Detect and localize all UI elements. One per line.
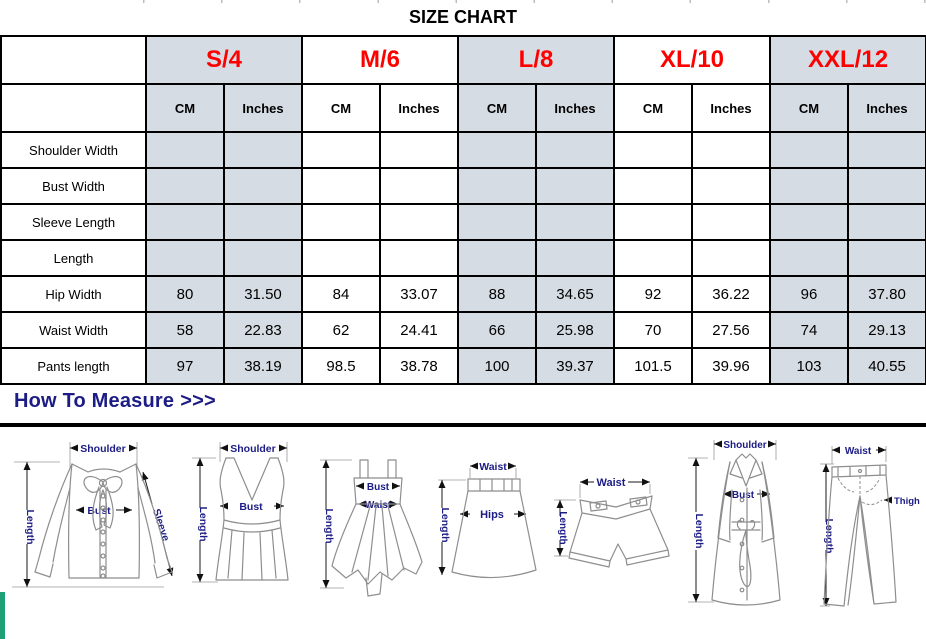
table-cell: 88 (458, 276, 536, 312)
table-cell (770, 168, 848, 204)
table-cell (224, 240, 302, 276)
tank-bust-label: Bust (239, 501, 263, 513)
divider-rule (0, 423, 926, 427)
table-cell: 80 (146, 276, 224, 312)
how-to-measure-heading (14, 390, 216, 413)
green-edge-bar (0, 592, 5, 639)
shorts-diagram (552, 466, 692, 578)
table-row (1, 348, 926, 384)
strap-dress-diagram (316, 438, 434, 602)
table-cell: 101.5 (614, 348, 692, 384)
table-cell: 24.41 (380, 312, 458, 348)
table-cell (536, 168, 614, 204)
table-cell: 62 (302, 312, 380, 348)
unit-header: CM (614, 84, 692, 132)
table-cell (458, 240, 536, 276)
jeans-diagram (818, 438, 926, 616)
table-cell (380, 240, 458, 276)
blouse-bust-label: Bust (87, 505, 111, 517)
table-cell (224, 168, 302, 204)
unit-header-row (1, 84, 926, 132)
table-cell (536, 132, 614, 168)
table-cell: 38.19 (224, 348, 302, 384)
table-cell (380, 132, 458, 168)
table-cell (692, 240, 770, 276)
table-cell: 100 (458, 348, 536, 384)
size-header-m6: M/6 (302, 36, 458, 84)
table-cell (692, 204, 770, 240)
coat-shoulder-label: Shoulder (723, 440, 767, 451)
table-cell (380, 204, 458, 240)
size-header-l8: L/8 (458, 36, 614, 84)
table-cell (614, 168, 692, 204)
table-row (1, 276, 926, 312)
corner-cell (1, 84, 146, 132)
unit-header: Inches (848, 84, 926, 132)
table-cell: 33.07 (380, 276, 458, 312)
table-cell: 103 (770, 348, 848, 384)
blouse-length-label: Length (24, 509, 36, 545)
table-cell (770, 204, 848, 240)
table-cell (380, 168, 458, 204)
size-header-row (1, 36, 926, 84)
table-cell: 97 (146, 348, 224, 384)
page-title: SIZE CHART (409, 7, 517, 27)
table-cell (848, 204, 926, 240)
row-label: Shoulder Width (1, 132, 146, 168)
table-cell: 25.98 (536, 312, 614, 348)
table-cell (302, 204, 380, 240)
table-cell: 31.50 (224, 276, 302, 312)
table-cell (224, 132, 302, 168)
table-cell: 22.83 (224, 312, 302, 348)
jeans-length-label: Length (823, 518, 835, 554)
row-label: Pants length (1, 348, 146, 384)
jeans-waist-label: Waist (844, 446, 872, 457)
table-cell (458, 204, 536, 240)
table-cell: 66 (458, 312, 536, 348)
table-cell (614, 204, 692, 240)
unit-header: Inches (224, 84, 302, 132)
table-cell (536, 240, 614, 276)
row-label: Hip Width (1, 276, 146, 312)
table-cell (146, 240, 224, 276)
table-cell (614, 240, 692, 276)
table-cell: 39.96 (692, 348, 770, 384)
skirt-waist-label: Waist (479, 461, 507, 473)
table-cell (146, 204, 224, 240)
table-cell (770, 240, 848, 276)
table-cell: 34.65 (536, 276, 614, 312)
table-row (1, 312, 926, 348)
unit-header: Inches (536, 84, 614, 132)
dress-waist-label: Waist (364, 500, 392, 511)
table-row (1, 240, 926, 276)
table-cell (692, 168, 770, 204)
table-cell (224, 204, 302, 240)
unit-header: Inches (692, 84, 770, 132)
size-header-s4: S/4 (146, 36, 302, 84)
table-cell: 74 (770, 312, 848, 348)
heading-text: How To Measure (14, 390, 175, 412)
tank-length-label: Length (197, 506, 209, 542)
table-cell: 40.55 (848, 348, 926, 384)
skirt-length-label: Length (439, 507, 451, 543)
size-header-xl10: XL/10 (614, 36, 770, 84)
row-label: Waist Width (1, 312, 146, 348)
jeans-thigh-label: Thigh (894, 496, 920, 507)
tank-shoulder-label: Shoulder (230, 443, 276, 455)
row-label: Sleeve Length (1, 204, 146, 240)
table-cell (692, 132, 770, 168)
coat-diagram (680, 432, 820, 612)
table-cell (146, 132, 224, 168)
unit-header: CM (458, 84, 536, 132)
coat-length-label: Length (693, 513, 705, 549)
table-row (1, 168, 926, 204)
row-label: Bust Width (1, 168, 146, 204)
shorts-waist-label: Waist (596, 477, 626, 489)
table-cell (848, 168, 926, 204)
table-cell: 58 (146, 312, 224, 348)
table-cell: 37.80 (848, 276, 926, 312)
blouse-shoulder-label: Shoulder (80, 443, 126, 455)
table-cell: 27.56 (692, 312, 770, 348)
tank-top-diagram (186, 430, 320, 606)
row-label: Length (1, 240, 146, 276)
size-header-xxl12: XXL/12 (770, 36, 926, 84)
blouse-diagram (2, 430, 182, 606)
corner-cell (1, 36, 146, 84)
shorts-length-label: Length (557, 511, 568, 545)
table-cell (302, 132, 380, 168)
table-cell: 70 (614, 312, 692, 348)
skirt-diagram (436, 452, 552, 584)
table-cell: 38.78 (380, 348, 458, 384)
dress-bust-label: Bust (366, 482, 390, 493)
unit-header: Inches (380, 84, 458, 132)
table-cell (614, 132, 692, 168)
table-cell (302, 240, 380, 276)
table-row (1, 132, 926, 168)
table-cell (770, 132, 848, 168)
table-cell: 39.37 (536, 348, 614, 384)
unit-header: CM (146, 84, 224, 132)
size-chart-table (0, 35, 926, 385)
table-cell (848, 132, 926, 168)
table-cell: 84 (302, 276, 380, 312)
table-cell (536, 204, 614, 240)
blouse-sleeve-label: Sleeve (150, 507, 172, 543)
table-cell (458, 132, 536, 168)
unit-header: CM (302, 84, 380, 132)
table-cell: 36.22 (692, 276, 770, 312)
table-cell (458, 168, 536, 204)
table-cell (848, 240, 926, 276)
coat-bust-label: Bust (731, 490, 755, 501)
dress-length-label: Length (323, 508, 335, 544)
table-cell: 29.13 (848, 312, 926, 348)
table-cell (146, 168, 224, 204)
table-cell: 98.5 (302, 348, 380, 384)
unit-header: CM (770, 84, 848, 132)
table-cell: 92 (614, 276, 692, 312)
table-cell (302, 168, 380, 204)
chevrons-icon: >>> (180, 390, 216, 412)
table-cell: 96 (770, 276, 848, 312)
table-row (1, 204, 926, 240)
skirt-hips-label: Hips (480, 509, 504, 521)
